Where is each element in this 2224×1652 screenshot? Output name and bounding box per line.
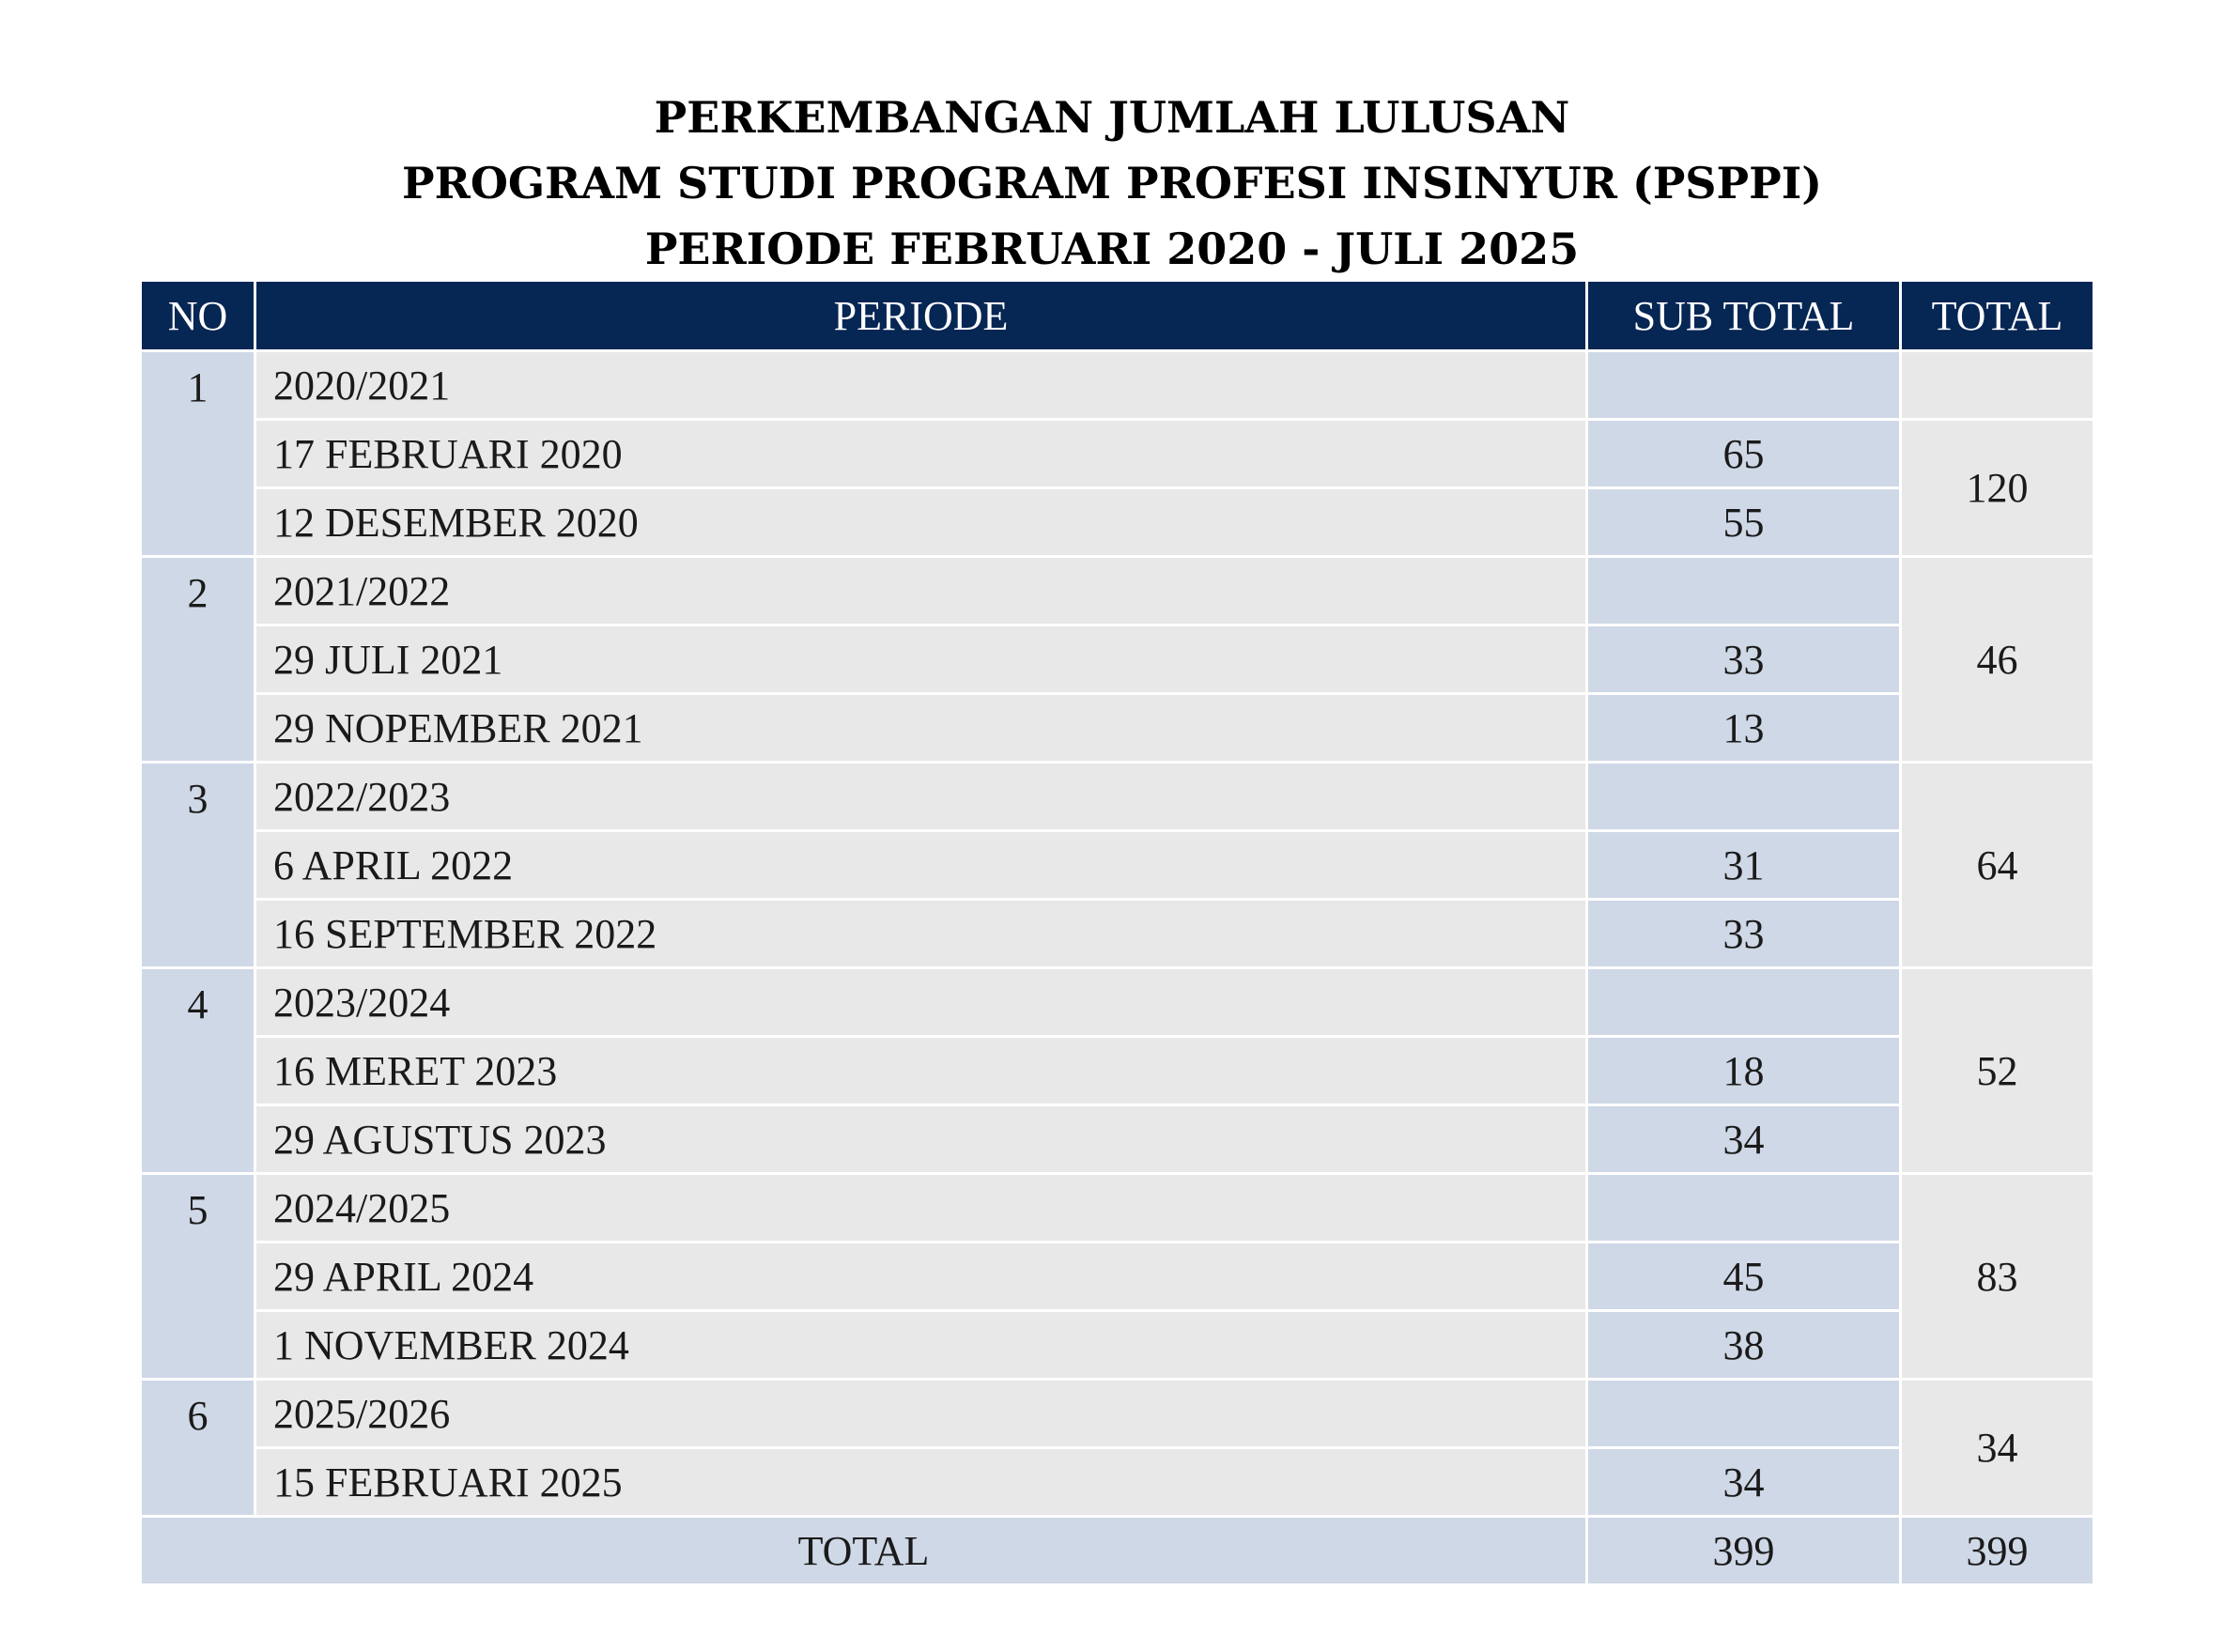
group-total: 46: [1901, 557, 2094, 763]
sub-total-cell: 34: [1587, 1105, 1901, 1174]
period-label: 16 SEPTEMBER 2022: [255, 900, 1587, 968]
period-label: 16 MERET 2023: [255, 1037, 1587, 1105]
sub-total-cell: [1587, 763, 1901, 831]
period-label: 29 JULI 2021: [255, 625, 1587, 694]
sub-total-cell: [1587, 1174, 1901, 1243]
header-sub-total: SUB TOTAL: [1587, 282, 1901, 351]
sub-total-cell: 65: [1587, 420, 1901, 488]
group-number: 2: [141, 557, 255, 763]
graduates-table: [139, 282, 2095, 1586]
period-label: 29 NOPEMBER 2021: [255, 694, 1587, 763]
period-label: 15 FEBRUARI 2025: [255, 1448, 1587, 1517]
table-row: [141, 557, 2094, 625]
table-row: [141, 1311, 2094, 1380]
title-line-3: PERIODE FEBRUARI 2020 - JULI 2025: [644, 224, 1580, 274]
group-total: 34: [1901, 1380, 2094, 1517]
academic-year: 2025/2026: [255, 1380, 1587, 1448]
table-row: [141, 1037, 2094, 1105]
group-number: 4: [141, 968, 255, 1174]
group-number: 6: [141, 1380, 255, 1517]
sub-total-cell: 13: [1587, 694, 1901, 763]
table-footer-row: [141, 1517, 2094, 1585]
academic-year: 2022/2023: [255, 763, 1587, 831]
group-number: 1: [141, 351, 255, 557]
table-row: [141, 968, 2094, 1037]
period-label: 6 APRIL 2022: [255, 831, 1587, 900]
table-row: [141, 1174, 2094, 1243]
footer-sub-total: 399: [1587, 1517, 1901, 1585]
sub-total-cell: 55: [1587, 488, 1901, 557]
sub-total-cell: 33: [1587, 625, 1901, 694]
table-row: [141, 1105, 2094, 1174]
table-row: [141, 420, 2094, 488]
table-row: [141, 1380, 2094, 1448]
header-no: NO: [141, 282, 255, 351]
period-label: 17 FEBRUARI 2020: [255, 420, 1587, 488]
table-row: [141, 831, 2094, 900]
period-label: 29 AGUSTUS 2023: [255, 1105, 1587, 1174]
sub-total-cell: 33: [1587, 900, 1901, 968]
table-row: [141, 1448, 2094, 1517]
table-row: [141, 625, 2094, 694]
table-row: [141, 488, 2094, 557]
sub-total-cell: 45: [1587, 1243, 1901, 1311]
sub-total-cell: 34: [1587, 1448, 1901, 1517]
sub-total-cell: [1587, 1380, 1901, 1448]
sub-total-cell: 18: [1587, 1037, 1901, 1105]
title-line-2: PROGRAM STUDI PROGRAM PROFESI INSINYUR (PSPPI): [402, 158, 1822, 208]
group-total: 83: [1901, 1174, 2094, 1380]
title-line-1: PERKEMBANGAN JUMLAH LULUSAN: [654, 92, 1570, 143]
sub-total-cell: [1587, 968, 1901, 1037]
period-label: 1 NOVEMBER 2024: [255, 1311, 1587, 1380]
footer-grand-total: 399: [1901, 1517, 2094, 1585]
footer-total-label: TOTAL: [141, 1517, 1587, 1585]
academic-year: 2021/2022: [255, 557, 1587, 625]
group-number: 3: [141, 763, 255, 968]
sub-total-cell: 38: [1587, 1311, 1901, 1380]
table-row: [141, 763, 2094, 831]
period-label: 29 APRIL 2024: [255, 1243, 1587, 1311]
sub-total-cell: [1587, 351, 1901, 420]
group-total: 64: [1901, 763, 2094, 968]
header-periode: PERIODE: [255, 282, 1587, 351]
table-header-row: [141, 282, 2094, 351]
document-title: [0, 85, 2224, 282]
group-number: 5: [141, 1174, 255, 1380]
sub-total-cell: [1587, 557, 1901, 625]
table-row: [141, 351, 2094, 420]
sub-total-cell: 31: [1587, 831, 1901, 900]
group-total: 120: [1901, 420, 2094, 557]
group-total: 52: [1901, 968, 2094, 1174]
total-cell: [1901, 351, 2094, 420]
table-row: [141, 1243, 2094, 1311]
header-total: TOTAL: [1901, 282, 2094, 351]
period-label: 12 DESEMBER 2020: [255, 488, 1587, 557]
academic-year: 2023/2024: [255, 968, 1587, 1037]
academic-year: 2024/2025: [255, 1174, 1587, 1243]
table-row: [141, 694, 2094, 763]
academic-year: 2020/2021: [255, 351, 1587, 420]
table-row: [141, 900, 2094, 968]
